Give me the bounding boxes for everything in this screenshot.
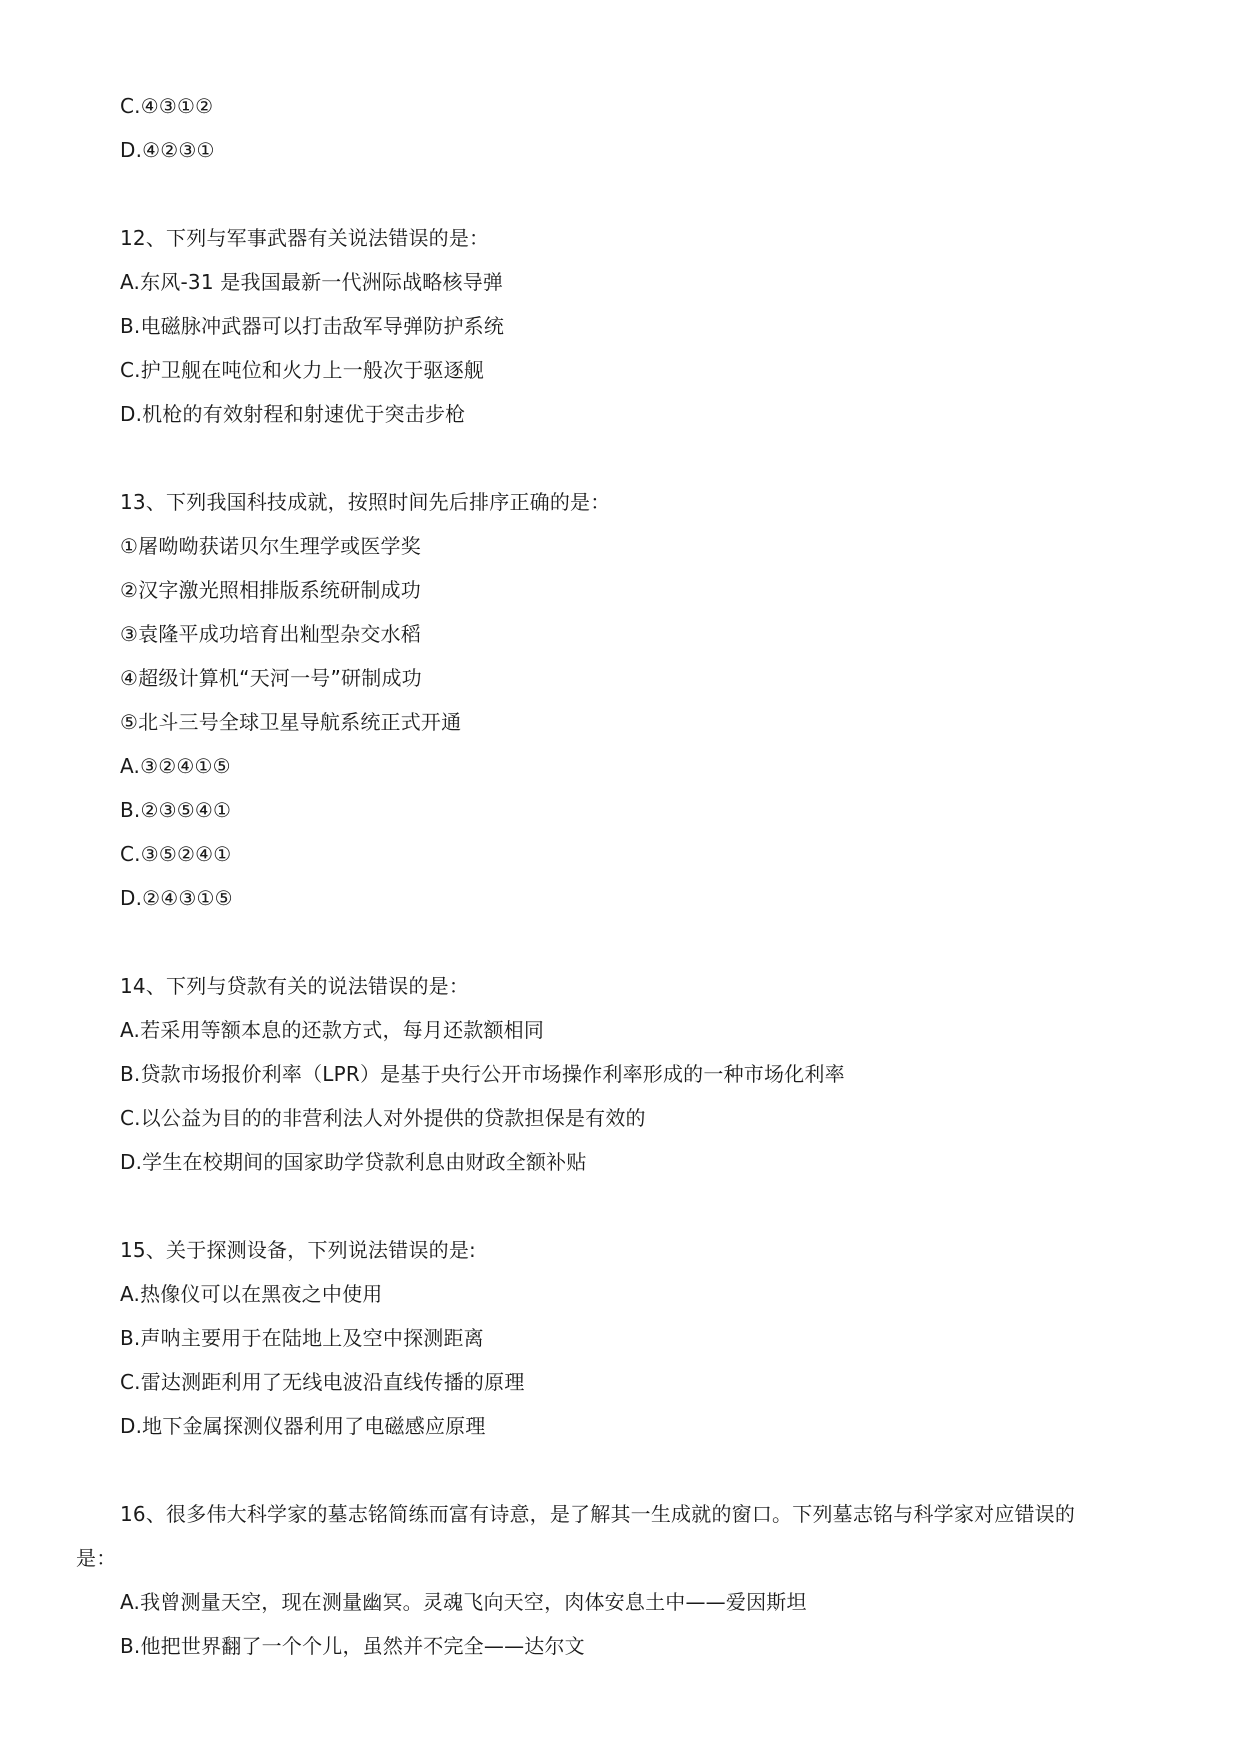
question-13-item-5: ⑤北斗三号全球卫星导航系统正式开通: [120, 710, 462, 734]
question-12-stem: 12、下列与军事武器有关说法错误的是：: [120, 226, 490, 250]
question-15-option-c: C.雷达测距利用了无线电波沿直线传播的原理: [120, 1370, 525, 1394]
option-d-prev: D.④②③①: [120, 138, 215, 162]
question-14-option-d: D.学生在校期间的国家助学贷款利息由财政全额补贴: [120, 1150, 587, 1174]
question-14-option-b: B.贷款市场报价利率（LPR）是基于央行公开市场操作利率形成的一种市场化利率: [120, 1062, 845, 1086]
question-16-stem: 16、很多伟大科学家的墓志铭简练而富有诗意，是了解其一生成就的窗口。下列墓志铭与科学家对应错误的: [120, 1502, 1076, 1526]
question-12-option-b: B.电磁脉冲武器可以打击敌军导弹防护系统: [120, 314, 505, 338]
question-15-option-b: B.声呐主要用于在陆地上及空中探测距离: [120, 1326, 484, 1350]
question-14-option-a: A.若采用等额本息的还款方式，每月还款额相同: [120, 1018, 545, 1042]
question-15-option-a: A.热像仪可以在黑夜之中使用: [120, 1282, 383, 1306]
question-13-item-1: ①屠呦呦获诺贝尔生理学或医学奖: [120, 534, 421, 558]
question-14-option-c: C.以公益为目的的非营利法人对外提供的贷款担保是有效的: [120, 1106, 646, 1130]
option-c-prev: C.④③①②: [120, 94, 214, 118]
question-13-option-d: D.②④③①⑤: [120, 886, 233, 910]
question-12-option-d: D.机枪的有效射程和射速优于突击步枪: [120, 402, 466, 426]
question-13-option-b: B.②③⑤④①: [120, 798, 232, 822]
question-15-option-d: D.地下金属探测仪器利用了电磁感应原理: [120, 1414, 486, 1438]
question-13-item-2: ②汉字激光照相排版系统研制成功: [120, 578, 421, 602]
question-13-item-4: ④超级计算机“天河一号”研制成功: [120, 666, 422, 690]
question-12-option-c: C.护卫舰在吨位和火力上一般次于驱逐舰: [120, 358, 485, 382]
question-14-stem: 14、下列与贷款有关的说法错误的是：: [120, 974, 470, 998]
question-16-option-b: B.他把世界翻了一个个儿，虽然并不完全——达尔文: [120, 1634, 585, 1658]
question-13-item-3: ③袁隆平成功培育出籼型杂交水稻: [120, 622, 421, 646]
question-16-stem-continuation: 是：: [76, 1546, 117, 1570]
question-15-stem: 15、关于探测设备，下列说法错误的是:: [120, 1238, 476, 1262]
question-16-option-a: A.我曾测量天空，现在测量幽冥。灵魂飞向天空，肉体安息土中——爱因斯坦: [120, 1590, 807, 1614]
question-13-stem: 13、下列我国科技成就，按照时间先后排序正确的是：: [120, 490, 611, 514]
question-13-option-c: C.③⑤②④①: [120, 842, 232, 866]
question-13-option-a: A.③②④①⑤: [120, 754, 231, 778]
question-12-option-a: A.东风-31 是我国最新一代洲际战略核导弹: [120, 270, 504, 294]
